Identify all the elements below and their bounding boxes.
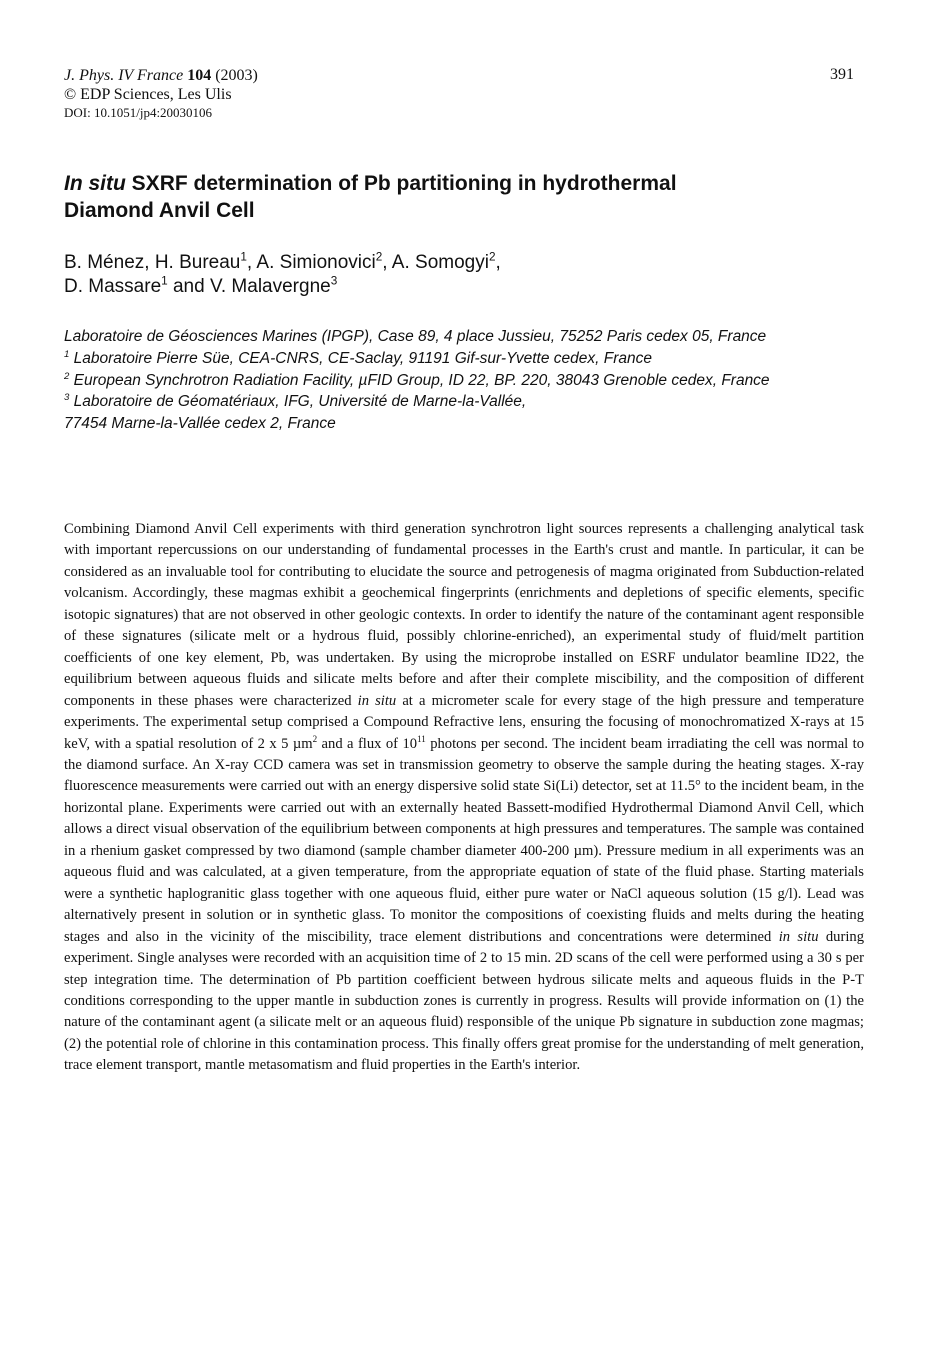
author-name: , A. Somogyi	[382, 252, 489, 273]
affiliation-1	[64, 348, 869, 370]
affiliation-mark: 1	[64, 348, 70, 360]
author-affiliation-mark: 3	[330, 274, 338, 288]
abstract-italic: in situ	[778, 928, 819, 945]
title-italic-prefix: In situ	[64, 172, 126, 195]
authors-line-2	[64, 275, 864, 299]
affiliation-text: European Synchrotron Radiation Facility, µFID Group, ID 22, BP. 220, 38043 Grenoble cedex, France	[69, 371, 770, 389]
abstract-superscript: 2	[312, 733, 318, 744]
affiliation-text: Laboratoire Pierre Süe, CEA-CNRS, CE-Saclay, 91191 Gif-sur-Yvette cedex, France	[69, 349, 652, 367]
author-name: , A. Simionovici	[246, 252, 376, 273]
author-affiliation-mark: 1	[161, 274, 168, 288]
author-affiliation-mark: 2	[488, 250, 496, 264]
author-affiliation-mark: 1	[240, 250, 247, 264]
journal-header	[64, 66, 864, 122]
journal-citation	[64, 66, 864, 85]
journal-year: (2003)	[215, 67, 258, 84]
affiliation-main: Laboratoire de Géosciences Marines (IPGP), Case 89, 4 place Jussieu, 75252 Paris cedex 05, France	[64, 328, 767, 345]
author-list	[64, 251, 864, 299]
abstract-text: and a flux of 10	[317, 735, 418, 752]
affiliation-3-address: 77454 Marne-la-Vallée cedex 2, France	[64, 415, 336, 433]
author-name: and V. Malavergne	[167, 276, 331, 297]
abstract-italic: in situ	[357, 692, 397, 709]
author-name: D. Massare	[64, 276, 162, 297]
affiliation-3	[64, 391, 869, 413]
title-line-2: Diamond Anvil Cell	[64, 199, 255, 222]
paper-title	[64, 170, 864, 224]
page-number: 391	[830, 66, 854, 83]
abstract-superscript: 11	[417, 733, 426, 744]
affiliation-text: Laboratoire de Géomatériaux, IFG, Université de Marne-la-Vallée,	[69, 393, 527, 411]
title-line-1-rest: SXRF determination of Pb partitioning in hydrothermal	[125, 172, 677, 195]
title-line-1	[64, 170, 864, 197]
abstract-text: at a micrometer scale for every stage of the high pressure and temperature experiments. The experimental setup comprised a Compound Refractive lens, ensuring the focusing of monochromatized X-rays at 15 keV, with a spatial resolution of 2 x 5 µm	[64, 692, 864, 752]
author-name: B. Ménez, H. Bureau	[64, 252, 241, 273]
affiliations	[64, 326, 869, 435]
doi-line: DOI: 10.1051/jp4:20030106	[64, 105, 213, 120]
copyright-line: © EDP Sciences, Les Ulis	[64, 86, 232, 103]
journal-volume: 104	[187, 67, 212, 84]
abstract-paragraph	[64, 519, 864, 1077]
authors-line-1	[64, 251, 864, 275]
abstract-text: Combining Diamond Anvil Cell experiments with third generation synchrotron light sources represents a challenging analytical task with important repercussions on our understanding of fundamental processes in the Earth's crust and mantle. In particular, it can be considered as an invaluable tool for contributing to elucidate the source and petrogenesis of magma originated from Subduction-related volcanism. Accordingly, these magmas exhibit a geochemical fingerprints (enrichments and depletions of specific elements, specific isotopic signatures) that are not observed in other geologic contexts. In order to identify the nature of the contaminant agent responsible of these signatures (silicate melt or a hydrous fluid, possibly chlorine-enriched), an experimental study of fluid/melt partition coefficients of one key element, Pb, was undertaken. By using the microprobe installed on ESRF undulator beamline ID22, the equilibrium between aqueous fluids and silicate melts before and after their complete miscibility, and the composition of different components in these phases were characterized	[64, 521, 864, 709]
affiliation-2	[64, 370, 869, 392]
affiliation-mark: 2	[64, 370, 70, 382]
affiliation-mark: 3	[64, 392, 70, 404]
journal-name: J. Phys. IV France	[64, 67, 184, 84]
author-affiliation-mark: 2	[375, 250, 383, 264]
abstract-text: photons per second. The incident beam irradiating the cell was normal to the diamond surface. An X-ray CCD camera was set in transmission geometry to observe the sample during the heating stages. X-ray fluorescence measurements were carried out with an energy dispersive solid state Si(Li) detector, set at 11.5° to the incident beam, in the horizontal plane. Experiments were carried out with an externally heated Bassett-modified Hydrothermal Diamond Anvil Cell, which allows a direct visual observation of the equilibrium between components at high pressures and temperatures. The sample was contained in a rhenium gasket compressed by two diamond (sample chamber diameter 400-200 µm). Pressure medium in all experiments was an aqueous fluid and was calculated, at a given temperature, from the appropriate equation of state of the fluid phase. Starting materials were a synthetic haplogranitic glass together with one aqueous fluid, either pure water or NaCl aqueous solution (15 g/l). Lead was alternatively present in solution or in synthetic glass. To monitor the compositions of coexisting fluids and melts during the heating stages and also in the vicinity of the miscibility, trace element distributions and concentrations were determined	[64, 735, 864, 945]
abstract-text: during experiment. Single analyses were recorded with an acquisition time of 2 to 15 min. 2D scans of the cell were performed using a 30 s per step integration time. The determination of Pb partition coefficient between hydrous silicate melts and aqueous fluids in the P-T conditions corresponding to the upper mantle in subduction zones is currently in progress. Results will provide information on (1) the nature of the contaminant agent (a silicate melt or an aqueous fluid) responsible of the unique Pb signature in subduction zone magmas; (2) the potential role of chlorine in this contamination process. This finally offers great promise for the understanding of melt generation, trace element transport, mantle metasomatism and fluid properties in the Earth's interior.	[64, 928, 864, 1074]
author-separator: ,	[495, 252, 501, 273]
